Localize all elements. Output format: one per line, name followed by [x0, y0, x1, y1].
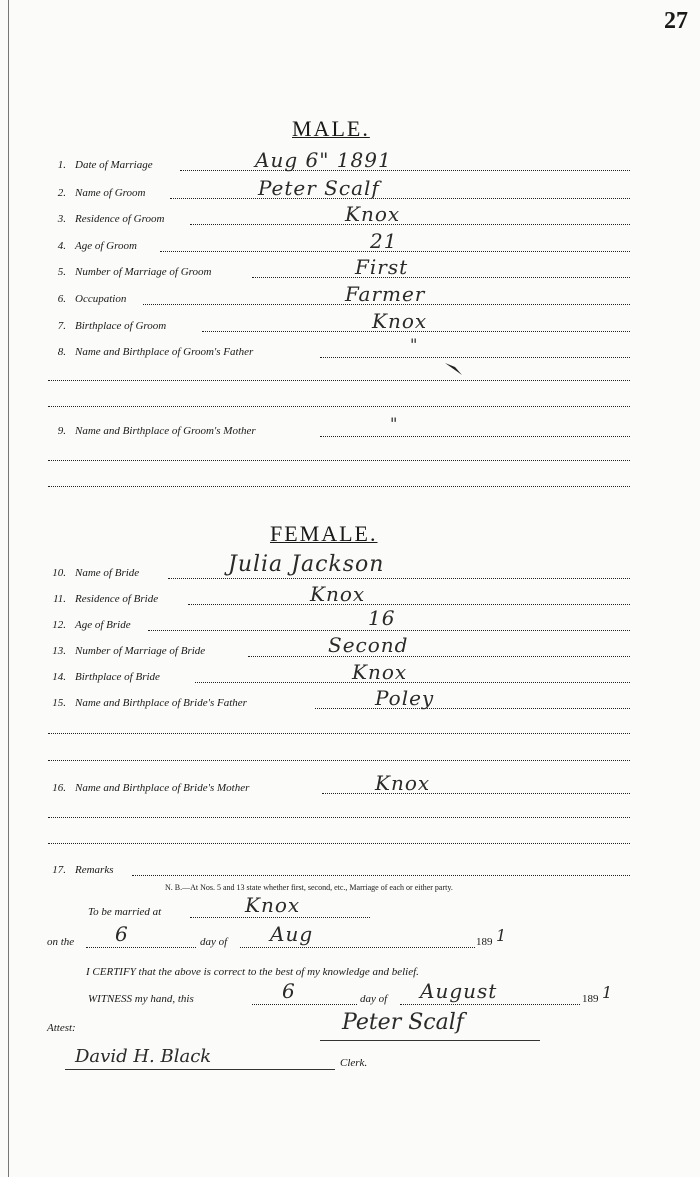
field-number: 1.	[57, 159, 66, 171]
groom-age-value: 21	[370, 229, 398, 253]
bride-age-value: 16	[368, 606, 396, 630]
field-rule	[190, 917, 370, 918]
instruction-note: N. B.—At Nos. 5 and 13 state whether first, second, etc., Marriage of each or either party.	[165, 883, 453, 892]
groom-marriage-number-value: First	[355, 255, 409, 279]
blank-line	[48, 380, 630, 381]
groom-residence-value: Knox	[345, 202, 401, 226]
blank-line	[48, 760, 630, 761]
field-label: Name and Birthplace of Groom's Mother	[75, 425, 256, 437]
field-number: 9.	[57, 425, 66, 437]
to-be-married-place-value: Knox	[245, 893, 301, 917]
field-number: 12.	[52, 619, 66, 631]
field-rule	[195, 682, 630, 683]
field-label: Number of Marriage of Groom	[75, 266, 212, 278]
field-number: 13.	[52, 645, 66, 657]
bride-residence-value: Knox	[310, 582, 366, 606]
groom-name-value: Peter Scalf	[258, 176, 380, 200]
field-number: 17.	[52, 864, 66, 876]
field-label: Residence of Bride	[75, 593, 159, 605]
field-label: Date of Marriage	[75, 159, 153, 171]
field-label: Residence of Groom	[75, 213, 165, 225]
bride-father-value: Poley	[375, 686, 435, 710]
field-rule	[188, 604, 630, 605]
field-number: 16.	[52, 782, 66, 794]
field-rule	[190, 224, 630, 225]
field-number: 11.	[53, 593, 66, 605]
certify-text: I CERTIFY that the above is correct to the best of my knowledge and belief.	[86, 966, 419, 978]
clerk-signature: David H. Black	[75, 1046, 212, 1067]
to-be-married-label: To be married at	[88, 906, 162, 918]
day-of-label: day of	[200, 936, 228, 948]
blank-line	[48, 817, 630, 818]
page-left-border	[8, 0, 9, 1177]
field-number: 7.	[57, 320, 66, 332]
ink-mark	[440, 355, 470, 385]
field-label: Name of Bride	[75, 567, 140, 579]
marriage-month-value: Aug	[270, 922, 314, 946]
field-rule	[86, 947, 196, 948]
groom-signature: Peter Scalf	[342, 1010, 464, 1035]
field-number: 10.	[52, 567, 66, 579]
groom-mother-value: "	[390, 414, 399, 433]
field-number: 14.	[52, 671, 66, 683]
field-label: Birthplace of Groom	[75, 320, 167, 332]
male-heading: MALE.	[292, 116, 370, 141]
field-rule	[252, 1004, 357, 1005]
field-rule	[400, 1004, 580, 1005]
field-number: 4.	[57, 240, 66, 252]
field-rule	[148, 630, 630, 631]
female-heading: FEMALE.	[270, 521, 378, 546]
field-rule	[252, 277, 630, 278]
blank-line	[48, 843, 630, 844]
signature-line	[65, 1069, 335, 1070]
field-label: Age of Bride	[75, 619, 131, 631]
witness-day-value: 6	[282, 979, 296, 1003]
year-printed: 189	[476, 936, 493, 948]
on-the-label: on the	[47, 936, 75, 948]
field-rule	[322, 793, 630, 794]
witness-year-printed: 189	[582, 993, 599, 1005]
blank-line	[48, 733, 630, 734]
blank-line	[48, 406, 630, 407]
attest-label: Attest:	[47, 1022, 76, 1034]
field-label: Name and Birthplace of Groom's Father	[75, 346, 254, 358]
blank-line	[48, 460, 630, 461]
field-rule	[168, 578, 630, 579]
signature-line	[320, 1040, 540, 1041]
field-label: Age of Groom	[75, 240, 137, 252]
field-number: 2.	[57, 187, 66, 199]
field-label: Name of Groom	[75, 187, 146, 199]
field-label: Remarks	[75, 864, 114, 876]
field-label: Name and Birthplace of Bride's Mother	[75, 782, 250, 794]
field-label: Occupation	[75, 293, 127, 305]
field-rule	[248, 656, 630, 657]
witness-month-value: August	[420, 979, 498, 1003]
witness-label: WITNESS my hand, this	[88, 993, 194, 1005]
groom-birthplace-value: Knox	[372, 309, 428, 333]
field-rule	[180, 170, 630, 171]
field-number: 15.	[52, 697, 66, 709]
field-label: Number of Marriage of Bride	[75, 645, 206, 657]
bride-mother-value: Knox	[375, 771, 431, 795]
witness-day-of-label: day of	[360, 993, 388, 1005]
field-number: 3.	[57, 213, 66, 225]
bride-marriage-number-value: Second	[328, 633, 409, 657]
groom-occupation-value: Farmer	[345, 282, 426, 306]
bride-name-value: Julia Jackson	[228, 552, 385, 577]
bride-birthplace-value: Knox	[352, 660, 408, 684]
groom-father-value: "	[410, 335, 419, 354]
field-rule	[170, 198, 630, 199]
field-number: 5.	[57, 266, 66, 278]
field-rule	[240, 947, 475, 948]
page-number: 27	[664, 8, 688, 34]
clerk-label: Clerk.	[340, 1057, 368, 1069]
field-number: 6.	[57, 293, 66, 305]
marriage-day-value: 6	[115, 922, 129, 946]
field-rule	[320, 436, 630, 437]
field-label: Birthplace of Bride	[75, 671, 160, 683]
witness-year-digit-value: 1	[602, 983, 614, 1002]
field-rule	[132, 875, 630, 876]
date-of-marriage-value: Aug 6" 1891	[255, 148, 392, 172]
field-number: 8.	[57, 346, 66, 358]
blank-line	[48, 486, 630, 487]
field-label: Name and Birthplace of Bride's Father	[75, 697, 247, 709]
year-digit-value: 1	[496, 926, 508, 945]
field-rule	[315, 708, 630, 709]
field-rule	[320, 357, 630, 358]
